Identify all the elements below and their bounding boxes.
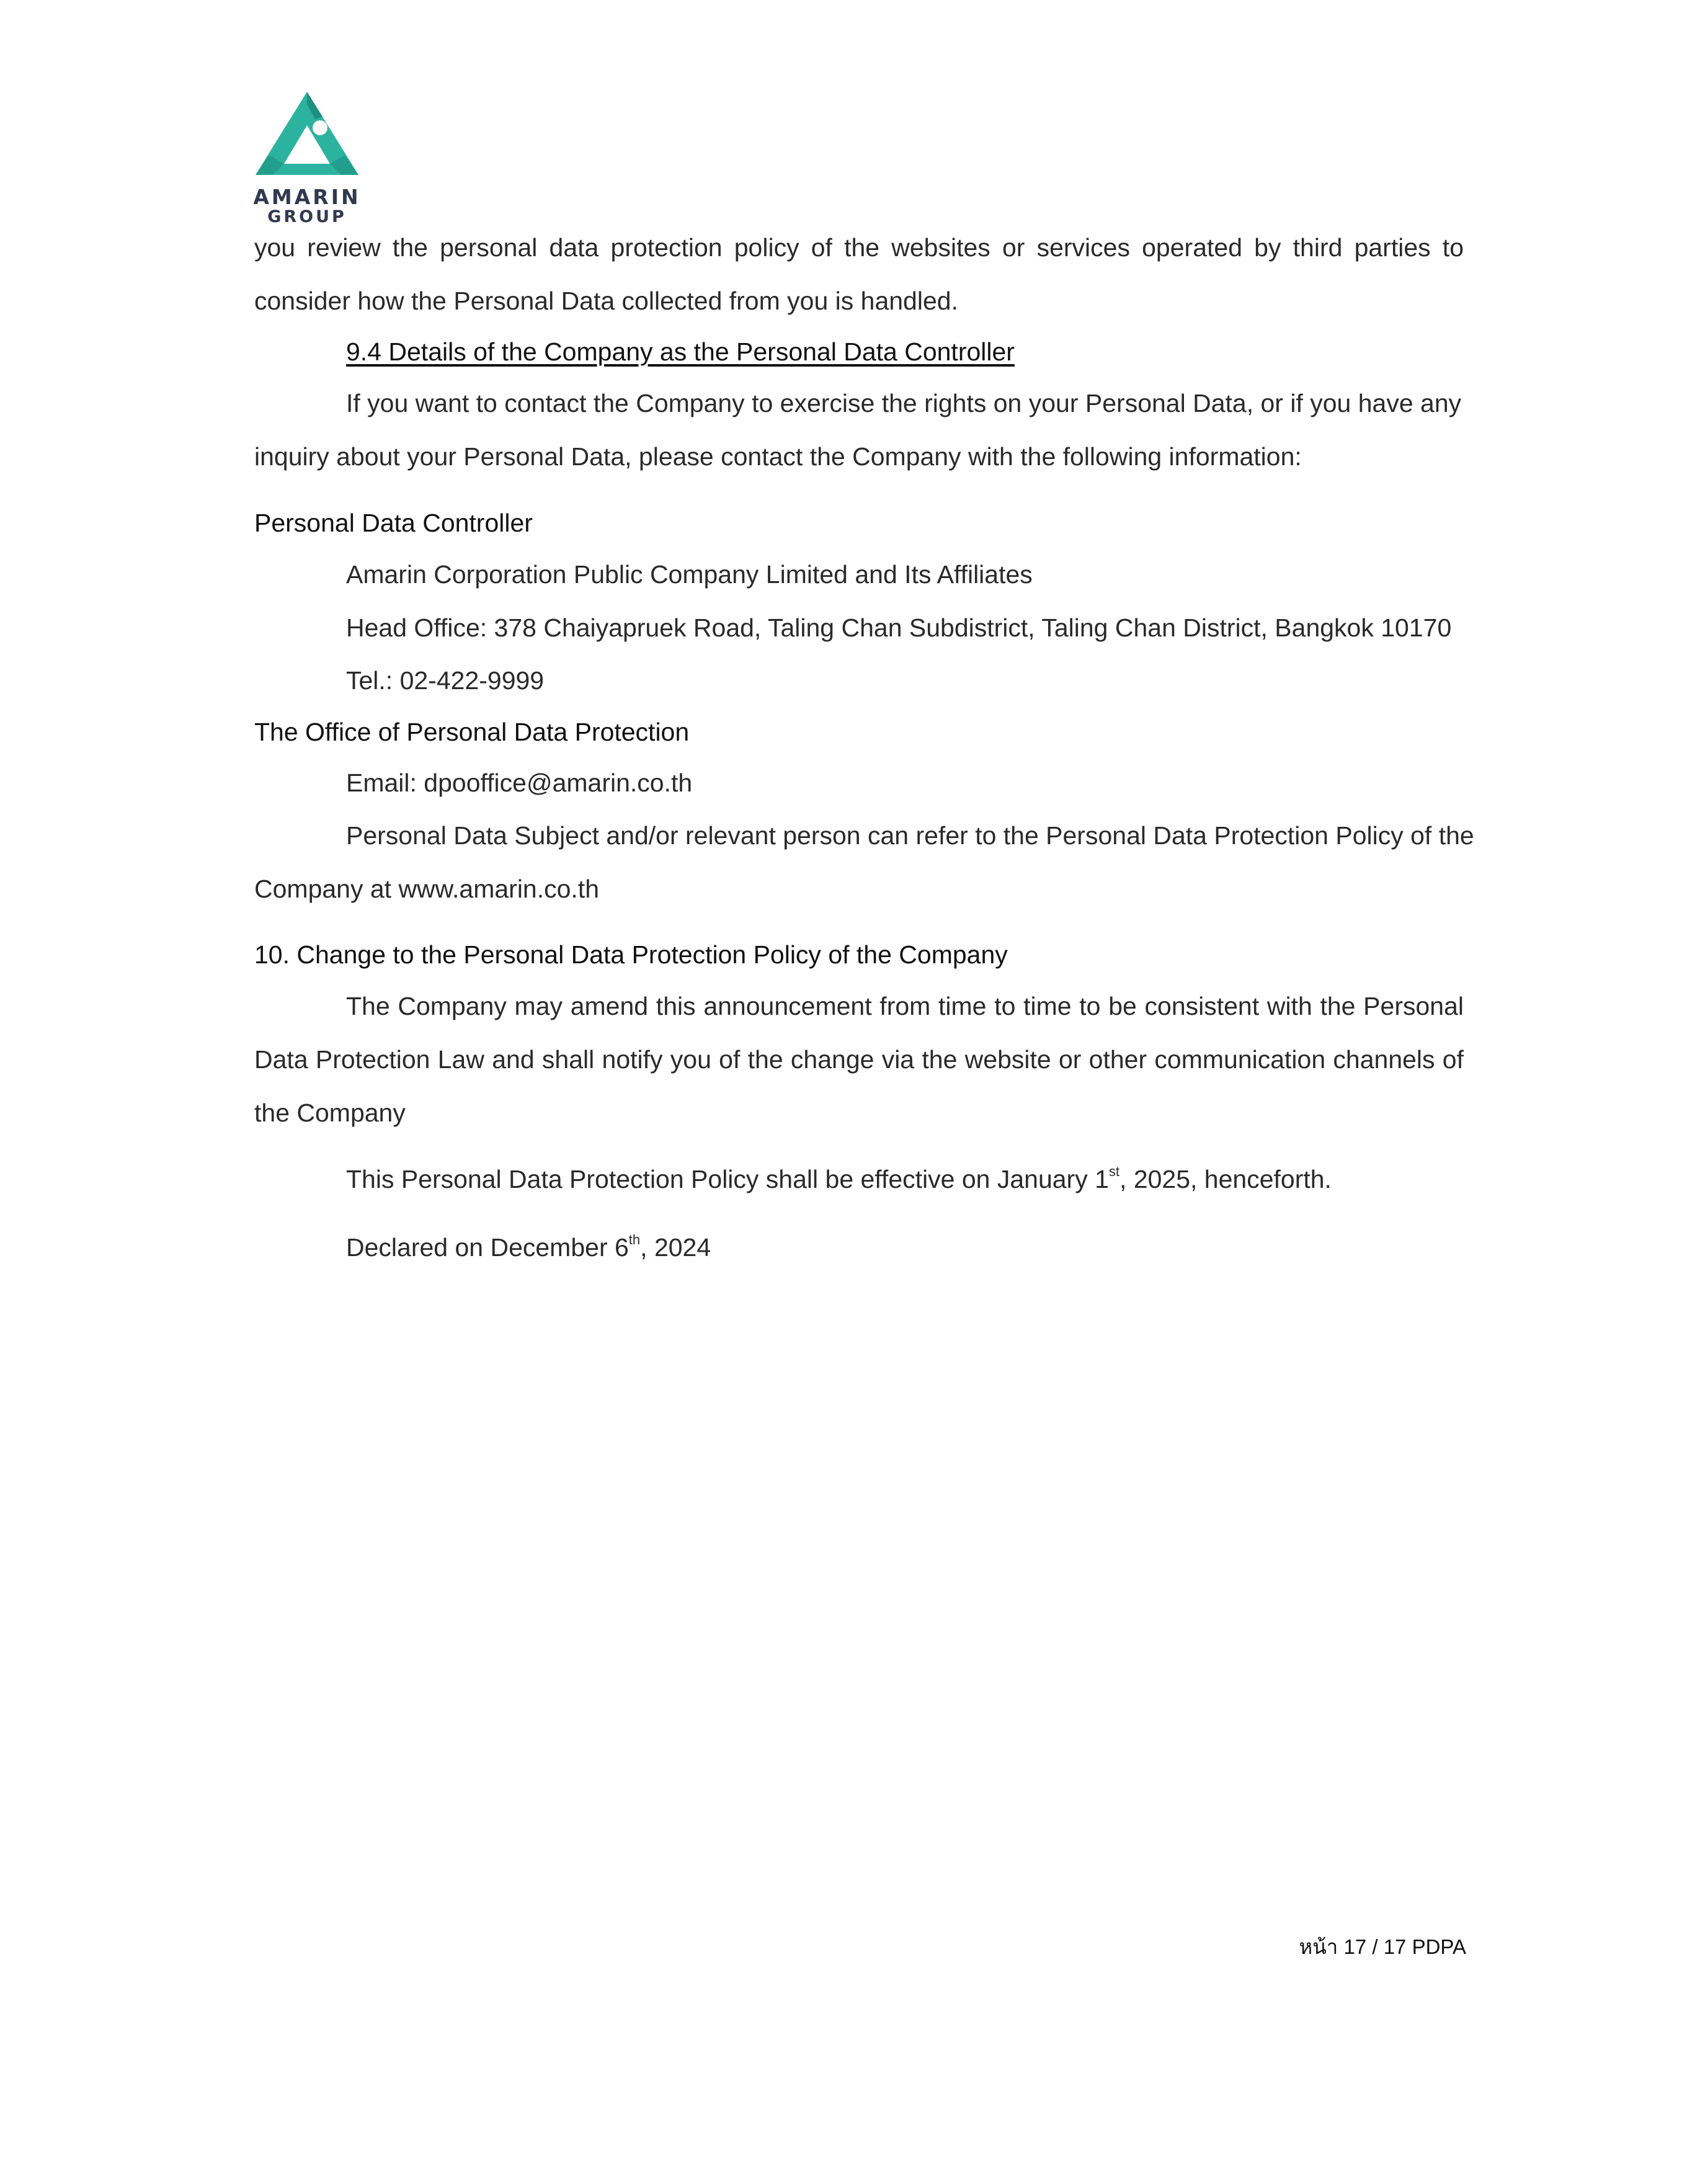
paragraph-4-line-2: Data Protection Law and shall notify you of the change via the website or other communication channels of bbox=[254, 1045, 1464, 1074]
triangle-logo-icon bbox=[248, 87, 366, 180]
controller-tel: Tel.: 02-422-9999 bbox=[346, 666, 545, 695]
page-number-footer: หน้า 17 / 17 PDPA bbox=[1299, 1935, 1466, 1958]
amarin-group-logo bbox=[248, 87, 366, 226]
paragraph-2-line-1: If you want to contact the Company to exercise the rights on your Personal Data, or if you have any bbox=[346, 389, 1462, 417]
section-heading-9-4: 9.4 Details of the Company as the Personal Data Controller bbox=[346, 337, 1015, 366]
effective-date-suffix: st bbox=[1108, 1164, 1120, 1180]
controller-heading: Personal Data Controller bbox=[254, 509, 533, 537]
controller-address: Head Office: 378 Chaiyapruek Road, Taling Chan Subdistrict, Taling Chan District, Bangkok 10170 bbox=[346, 613, 1452, 642]
logo-text-amarin: AMARIN bbox=[253, 185, 361, 209]
effective-date-line bbox=[346, 1164, 1332, 1193]
paragraph-4-line-1: The Company may amend this announcement from time to time to be consistent with the Personal bbox=[346, 992, 1464, 1020]
paragraph-1-line-1: you review the personal data protection policy of the websites or services operated by third parties to bbox=[254, 233, 1464, 262]
effective-date-text: This Personal Data Protection Policy shall be effective on January 1 bbox=[346, 1165, 1109, 1193]
declared-date-text: Declared on December 6 bbox=[346, 1233, 629, 1262]
paragraph-2-line-2: inquiry about your Personal Data, please contact the Company with the following information: bbox=[254, 442, 1302, 471]
declared-date-suffix: th bbox=[628, 1232, 641, 1248]
office-heading: The Office of Personal Data Protection bbox=[254, 718, 690, 746]
controller-name: Amarin Corporation Public Company Limited and Its Affiliates bbox=[346, 560, 1033, 589]
declared-date-line bbox=[346, 1232, 711, 1262]
paragraph-1-line-2: consider how the Personal Data collected from you is handled. bbox=[254, 287, 958, 315]
paragraph-4-line-3: the Company bbox=[254, 1099, 406, 1127]
effective-date-rest: , 2025, henceforth. bbox=[1119, 1165, 1332, 1193]
paragraph-3-line-1: Personal Data Subject and/or relevant person can refer to the Personal Data Protection Policy of the bbox=[346, 821, 1474, 850]
declared-date-rest: , 2024 bbox=[640, 1233, 711, 1262]
paragraph-3-line-2: Company at www.amarin.co.th bbox=[254, 875, 600, 903]
office-email: Email: dpooffice@amarin.co.th bbox=[346, 769, 693, 797]
logo-text-group: GROUP bbox=[267, 207, 347, 226]
section-heading-10: 10. Change to the Personal Data Protection Policy of the Company bbox=[254, 940, 1008, 969]
